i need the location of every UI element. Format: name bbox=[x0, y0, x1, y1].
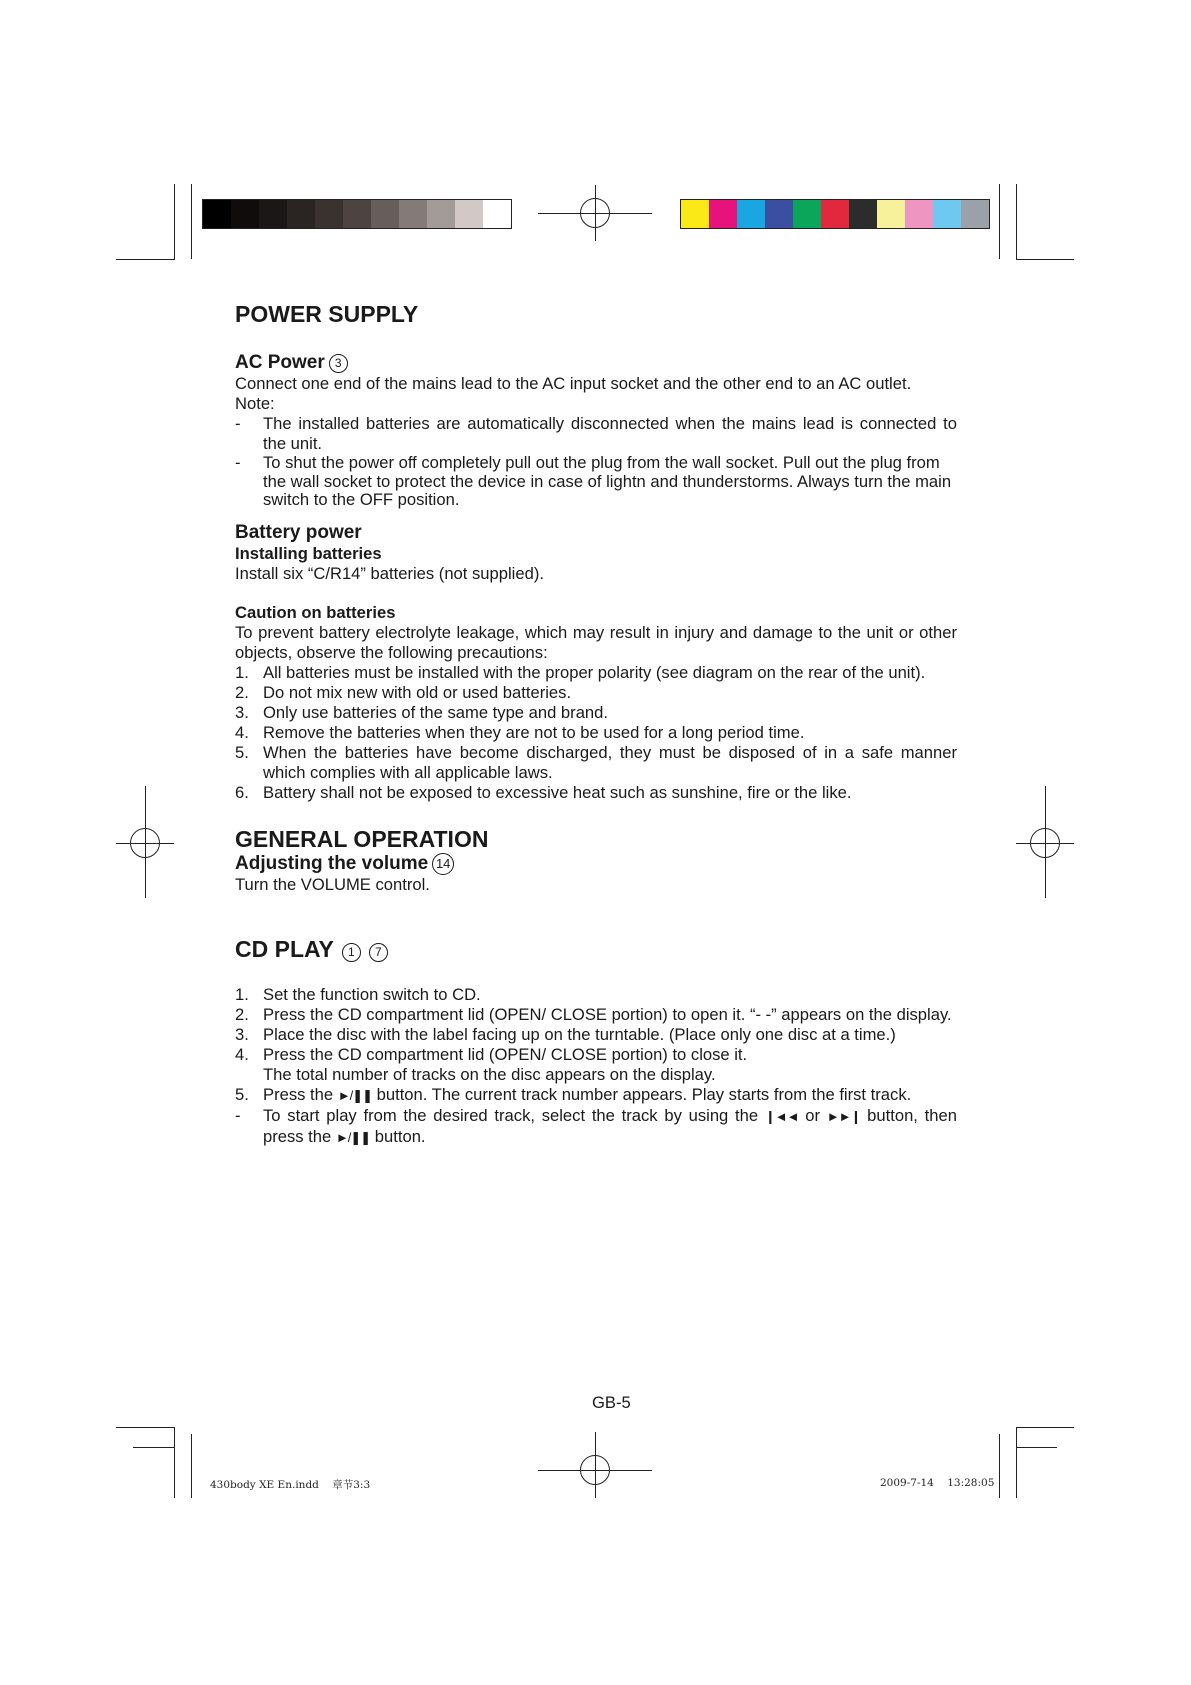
list-item bbox=[235, 454, 957, 510]
installing-batteries-text: Install six “C/R14” batteries (not supplied). bbox=[235, 563, 544, 583]
list-text-group bbox=[263, 1045, 957, 1085]
precautions-list bbox=[235, 663, 957, 803]
slug-date: 2009-7-14 bbox=[880, 1477, 934, 1489]
list-marker: 6. bbox=[235, 782, 249, 802]
color-swatch bbox=[793, 200, 821, 228]
color-swatch bbox=[877, 200, 905, 228]
crop-mark bbox=[1016, 1427, 1074, 1428]
list-item bbox=[235, 783, 957, 803]
list-item bbox=[235, 1085, 957, 1106]
ref-number-badge: 7 bbox=[369, 943, 388, 962]
battery-power-heading: Battery power bbox=[235, 521, 362, 543]
crop-mark bbox=[116, 259, 174, 260]
list-marker: - bbox=[235, 1105, 241, 1125]
list-item bbox=[235, 1025, 957, 1045]
adjusting-volume-text: Turn the VOLUME control. bbox=[235, 874, 430, 894]
list-marker: - bbox=[235, 414, 241, 433]
ac-power-heading bbox=[235, 352, 957, 374]
crop-mark bbox=[999, 1434, 1000, 1498]
list-text: Press the CD compartment lid (OPEN/ CLOSE portion) to close it. bbox=[263, 1044, 748, 1064]
page-number: GB-5 bbox=[592, 1393, 631, 1412]
color-swatch bbox=[765, 200, 793, 228]
color-swatch bbox=[709, 200, 737, 228]
list-marker: 4. bbox=[235, 1044, 249, 1064]
list-text: Remove the batteries when they are not to be used for a long period time. bbox=[263, 722, 805, 742]
list-text-part: button. bbox=[374, 1126, 426, 1146]
ac-power-heading-text: AC Power bbox=[235, 352, 325, 373]
cd-play-steps bbox=[235, 985, 957, 1148]
list-marker: 5. bbox=[235, 742, 249, 762]
list-marker: 2. bbox=[235, 682, 249, 702]
list-item bbox=[235, 663, 957, 683]
list-marker: 3. bbox=[235, 702, 249, 722]
list-item bbox=[235, 414, 957, 454]
crop-mark bbox=[191, 184, 192, 259]
list-item bbox=[235, 1005, 957, 1025]
list-text-part: or bbox=[805, 1105, 821, 1125]
color-swatch bbox=[681, 200, 709, 228]
crop-mark bbox=[174, 184, 175, 260]
cd-play-title bbox=[235, 935, 957, 963]
ref-number-badge: 1 bbox=[342, 943, 361, 962]
list-text: When the batteries have become discharged, they must be disposed of in a safe manner which complies with all applicable laws. bbox=[263, 742, 957, 782]
color-swatch bbox=[287, 200, 315, 228]
ac-power-text: Connect one end of the mains lead to the AC input socket and the other end to an AC outlet. bbox=[235, 374, 912, 393]
list-text: Only use batteries of the same type and brand. bbox=[263, 702, 608, 722]
ref-number-badge: 14 bbox=[432, 853, 454, 875]
list-marker: 3. bbox=[235, 1024, 249, 1044]
list-text: Battery shall not be exposed to excessive heat such as sunshine, fire or the like. bbox=[263, 782, 852, 802]
list-marker: 1. bbox=[235, 662, 249, 682]
caution-heading: Caution on batteries bbox=[235, 602, 396, 622]
color-swatch bbox=[343, 200, 371, 228]
grayscale-color-bar bbox=[202, 199, 512, 229]
slug-timestamp bbox=[880, 1477, 994, 1489]
list-text: All batteries must be installed with the proper polarity (see diagram on the rear of the unit). bbox=[263, 662, 926, 682]
manual-page-content bbox=[235, 300, 957, 1148]
color-swatch bbox=[203, 200, 231, 228]
list-marker: 4. bbox=[235, 722, 249, 742]
crop-mark bbox=[1016, 259, 1074, 260]
slug-time: 13:28:05 bbox=[947, 1477, 995, 1489]
list-item bbox=[235, 1106, 957, 1148]
color-swatch bbox=[455, 200, 483, 228]
list-text: Place the disc with the label facing up on the turntable. (Place only one disc at a time.) bbox=[263, 1024, 896, 1044]
list-item bbox=[235, 743, 957, 783]
color-swatch bbox=[821, 200, 849, 228]
cd-play-title-text: CD PLAY bbox=[235, 935, 334, 962]
crop-mark bbox=[133, 1447, 174, 1448]
list-item bbox=[235, 985, 957, 1005]
color-swatch bbox=[371, 200, 399, 228]
color-swatch bbox=[905, 200, 933, 228]
power-supply-title: POWER SUPPLY bbox=[235, 301, 419, 327]
list-text-part: button. The current track number appears. Play starts from the first track. bbox=[376, 1084, 912, 1104]
list-marker: - bbox=[235, 453, 241, 472]
adjusting-volume-heading-text: Adjusting the volume bbox=[235, 852, 429, 874]
color-swatch bbox=[483, 200, 511, 228]
list-text: To shut the power off completely pull out the plug from the wall socket. Pull out the plug from the wall socket to protect the device in case of lightn and thunderstorms. Always turn the main switch to the OFF position. bbox=[263, 453, 952, 509]
color-swatch bbox=[427, 200, 455, 228]
list-text-part: Press the bbox=[263, 1084, 334, 1104]
list-text-part: button, then press the bbox=[263, 1105, 957, 1146]
note-label: Note: bbox=[235, 394, 275, 413]
crop-mark bbox=[999, 184, 1000, 259]
list-text: The installed batteries are automatically disconnected when the mains lead is connected to the unit. bbox=[263, 414, 957, 453]
list-text bbox=[263, 1106, 957, 1148]
color-swatch bbox=[315, 200, 343, 228]
skip-back-icon: ❙◄◄ bbox=[764, 1108, 799, 1124]
list-text: Press the CD compartment lid (OPEN/ CLOSE portion) to open it. “- -” appears on the display. bbox=[263, 1004, 952, 1024]
color-swatch bbox=[259, 200, 287, 228]
installing-batteries-heading: Installing batteries bbox=[235, 543, 382, 563]
list-text bbox=[263, 1085, 957, 1106]
color-swatch bbox=[961, 200, 989, 228]
list-text-part: To start play from the desired track, select the track by using the bbox=[263, 1105, 759, 1125]
list-item bbox=[235, 723, 957, 743]
crop-mark bbox=[1016, 1427, 1017, 1498]
list-text: The total number of tracks on the disc appears on the display. bbox=[263, 1064, 716, 1084]
color-swatch bbox=[399, 200, 427, 228]
general-operation-title: GENERAL OPERATION bbox=[235, 825, 489, 852]
adjusting-volume-heading bbox=[235, 853, 957, 875]
list-text: Set the function switch to CD. bbox=[263, 984, 481, 1004]
ref-number-badge: 3 bbox=[329, 354, 348, 373]
slug-file-info bbox=[210, 1477, 370, 1492]
skip-forward-icon: ►►❙ bbox=[826, 1108, 861, 1124]
list-text: Do not mix new with old or used batteries. bbox=[263, 682, 572, 702]
slug-section: 章节3:3 bbox=[332, 1479, 371, 1491]
color-swatch bbox=[849, 200, 877, 228]
list-item bbox=[235, 703, 957, 723]
crop-mark bbox=[191, 1434, 192, 1498]
crop-mark bbox=[116, 1427, 174, 1428]
list-marker: 1. bbox=[235, 984, 249, 1004]
list-item bbox=[235, 683, 957, 703]
crop-mark bbox=[1016, 184, 1017, 260]
process-color-bar bbox=[680, 199, 990, 229]
list-marker: 5. bbox=[235, 1084, 249, 1104]
crop-mark bbox=[1016, 1447, 1057, 1448]
play-pause-icon: ►/❚❚ bbox=[335, 1129, 371, 1145]
color-swatch bbox=[933, 200, 961, 228]
list-marker: 2. bbox=[235, 1004, 249, 1024]
play-pause-icon: ►/❚❚ bbox=[337, 1087, 372, 1103]
color-swatch bbox=[737, 200, 765, 228]
crop-mark bbox=[174, 1427, 175, 1498]
caution-intro: To prevent battery electrolyte leakage, which may result in injury and damage to the unit or other objects, observe the following precautions: bbox=[235, 622, 957, 662]
slug-filename: 430body XE En.indd bbox=[210, 1479, 319, 1491]
color-swatch bbox=[231, 200, 259, 228]
list-item bbox=[235, 1045, 957, 1085]
